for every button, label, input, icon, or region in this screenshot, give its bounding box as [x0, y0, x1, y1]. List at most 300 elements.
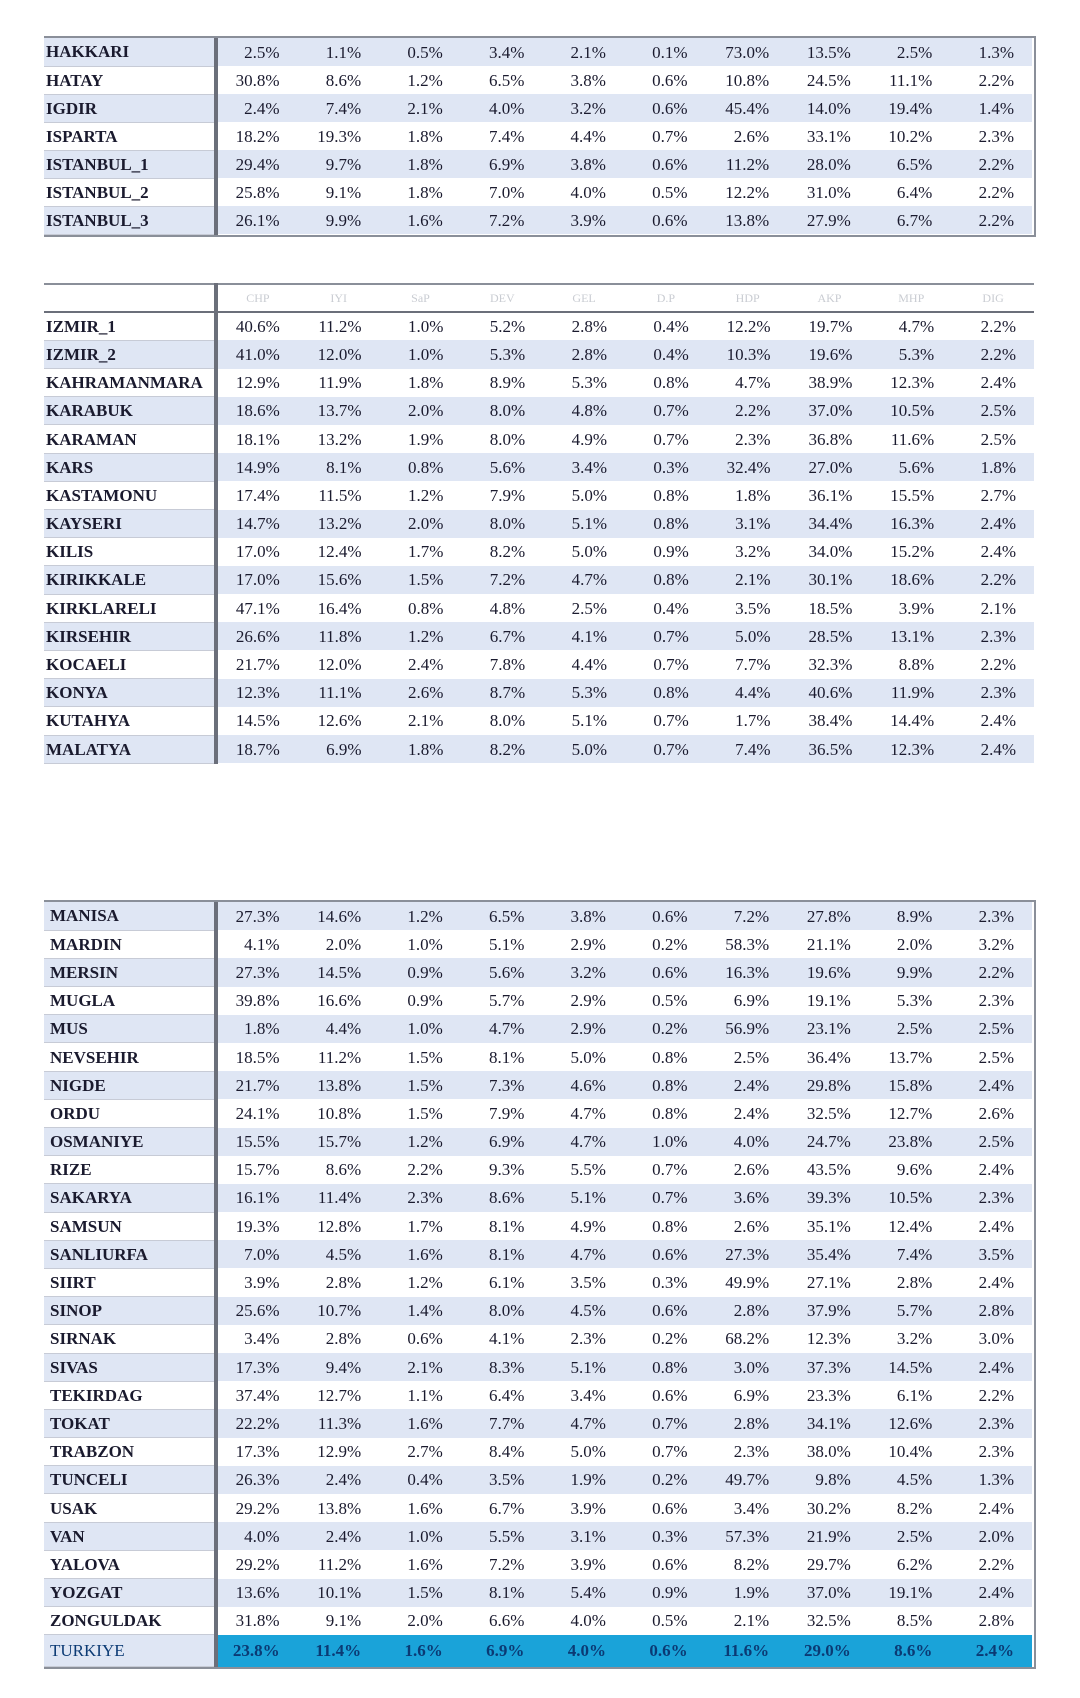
cell-dp: 0.3%	[624, 1522, 706, 1550]
table-row	[44, 1297, 1032, 1325]
cell-sap: 1.5%	[379, 1071, 461, 1099]
cell-dev: 8.0%	[461, 510, 543, 538]
cell-dev: 6.7%	[461, 622, 543, 650]
province-name: SIIRT	[44, 1268, 216, 1296]
cell-iyi: 12.7%	[298, 1381, 380, 1409]
table-row	[44, 1494, 1032, 1522]
cell-akp: 43.5%	[787, 1156, 869, 1184]
cell-chp: 17.3%	[216, 1353, 298, 1381]
cell-dev: 5.6%	[461, 453, 543, 481]
cell-dig: 2.2%	[950, 206, 1032, 234]
cell-akp: 36.5%	[789, 735, 871, 763]
cell-iyi: 4.5%	[298, 1240, 380, 1268]
province-name: MANISA	[44, 902, 216, 930]
cell-sap: 2.2%	[379, 1156, 461, 1184]
cell-hdp: 2.3%	[707, 425, 789, 453]
cell-mhp: 15.5%	[870, 481, 952, 509]
column-header-blank	[44, 284, 216, 312]
cell-dp: 0.6%	[624, 1297, 706, 1325]
cell-dev: 8.0%	[461, 397, 543, 425]
cell-chp: 17.4%	[216, 481, 298, 509]
cell-sap: 0.8%	[380, 453, 462, 481]
cell-dev: 7.8%	[461, 650, 543, 678]
cell-chp: 29.4%	[216, 150, 298, 178]
cell-mhp: 9.9%	[869, 958, 951, 986]
cell-gel: 3.5%	[542, 1268, 624, 1296]
cell-dp: 0.5%	[624, 987, 706, 1015]
cell-gel: 5.0%	[542, 1043, 624, 1071]
table-row	[44, 340, 1034, 368]
cell-gel: 3.2%	[542, 94, 624, 122]
province-name: ZONGULDAK	[44, 1607, 216, 1635]
cell-sap: 2.1%	[379, 1353, 461, 1381]
column-header: HDP	[707, 284, 789, 312]
cell-mhp: 8.2%	[869, 1494, 951, 1522]
cell-dig: 2.2%	[950, 178, 1032, 206]
cell-akp: 36.4%	[787, 1043, 869, 1071]
cell-hdp: 3.2%	[707, 538, 789, 566]
table-row	[44, 594, 1034, 622]
cell-sap: 1.8%	[379, 178, 461, 206]
cell-iyi: 13.8%	[298, 1071, 380, 1099]
cell-dp: 0.3%	[624, 1268, 706, 1296]
cell-dp: 0.7%	[625, 622, 707, 650]
cell-akp: 38.4%	[789, 707, 871, 735]
cell-gel: 3.1%	[542, 1522, 624, 1550]
cell-gel: 5.0%	[543, 481, 625, 509]
cell-dev: 5.6%	[461, 958, 543, 986]
province-name: MUS	[44, 1015, 216, 1043]
cell-chp: 3.4%	[216, 1325, 298, 1353]
cell-sap: 1.8%	[380, 735, 462, 763]
cell-iyi: 2.4%	[298, 1466, 380, 1494]
province-name: KASTAMONU	[44, 481, 216, 509]
cell-hdp: 2.4%	[706, 1099, 788, 1127]
cell-dp: 0.3%	[625, 453, 707, 481]
cell-chp: 19.3%	[216, 1212, 298, 1240]
cell-iyi: 11.2%	[298, 1550, 380, 1578]
table-row	[44, 66, 1032, 94]
cell-iyi: 12.0%	[298, 340, 380, 368]
cell-chp: 27.3%	[216, 958, 298, 986]
cell-chp: 41.0%	[216, 340, 298, 368]
cell-hdp: 68.2%	[706, 1325, 788, 1353]
cell-chp: 30.8%	[216, 66, 298, 94]
province-name: KILIS	[44, 538, 216, 566]
cell-gel: 2.8%	[543, 340, 625, 368]
cell-mhp: 19.1%	[869, 1579, 951, 1607]
cell-dp: 0.8%	[625, 679, 707, 707]
total-row	[44, 1635, 1032, 1667]
province-name: MUGLA	[44, 987, 216, 1015]
province-name: SIRNAK	[44, 1325, 216, 1353]
cell-gel: 3.9%	[542, 206, 624, 234]
province-name: KIRSEHIR	[44, 622, 216, 650]
cell-sap: 2.1%	[380, 707, 462, 735]
cell-dig: 2.3%	[952, 622, 1034, 650]
table-row	[44, 707, 1034, 735]
cell-hdp: 2.6%	[706, 1212, 788, 1240]
cell-gel: 3.8%	[542, 902, 624, 930]
cell-gel: 2.9%	[542, 1015, 624, 1043]
cell-dev: 8.9%	[461, 369, 543, 397]
cell-gel: 4.1%	[543, 622, 625, 650]
cell-hdp: 7.7%	[707, 650, 789, 678]
cell-mhp: 9.6%	[869, 1156, 951, 1184]
cell-iyi: 10.7%	[298, 1297, 380, 1325]
cell-gel: 2.9%	[542, 987, 624, 1015]
cell-akp: 19.1%	[787, 987, 869, 1015]
cell-akp: 27.9%	[787, 206, 869, 234]
cell-chp: 17.0%	[216, 566, 298, 594]
cell-mhp: 3.9%	[870, 594, 952, 622]
cell-gel: 4.8%	[543, 397, 625, 425]
cell-akp: 29.8%	[787, 1071, 869, 1099]
cell-iyi: 12.8%	[298, 1212, 380, 1240]
cell-chp: 29.2%	[216, 1494, 298, 1522]
cell-iyi: 14.6%	[298, 902, 380, 930]
cell-mhp: 14.4%	[870, 707, 952, 735]
cell-chp: 17.0%	[216, 538, 298, 566]
cell-hdp: 11.6%	[706, 1635, 788, 1667]
cell-dig: 2.2%	[950, 1381, 1032, 1409]
cell-sap: 0.4%	[379, 1466, 461, 1494]
cell-iyi: 4.4%	[298, 1015, 380, 1043]
cell-akp: 18.5%	[789, 594, 871, 622]
cell-mhp: 6.1%	[869, 1381, 951, 1409]
cell-sap: 2.3%	[379, 1184, 461, 1212]
cell-gel: 4.4%	[543, 650, 625, 678]
table-row	[44, 538, 1034, 566]
cell-mhp: 8.5%	[869, 1607, 951, 1635]
cell-sap: 1.5%	[380, 566, 462, 594]
cell-akp: 23.1%	[787, 1015, 869, 1043]
cell-gel: 5.1%	[543, 707, 625, 735]
cell-hdp: 3.1%	[707, 510, 789, 538]
cell-hdp: 3.6%	[706, 1184, 788, 1212]
cell-dig: 2.5%	[952, 425, 1034, 453]
cell-dev: 6.5%	[461, 66, 543, 94]
cell-chp: 13.6%	[216, 1579, 298, 1607]
cell-gel: 5.0%	[542, 1438, 624, 1466]
cell-dev: 5.7%	[461, 987, 543, 1015]
cell-mhp: 6.4%	[869, 178, 951, 206]
cell-dig: 2.4%	[950, 1353, 1032, 1381]
cell-mhp: 6.7%	[869, 206, 951, 234]
cell-dig: 1.8%	[952, 453, 1034, 481]
cell-dp: 0.8%	[624, 1099, 706, 1127]
table-row	[44, 1156, 1032, 1184]
cell-dev: 8.2%	[461, 538, 543, 566]
cell-dev: 8.7%	[461, 679, 543, 707]
cell-dev: 4.7%	[461, 1015, 543, 1043]
cell-dp: 0.9%	[625, 538, 707, 566]
cell-akp: 29.7%	[787, 1550, 869, 1578]
cell-hdp: 10.8%	[706, 66, 788, 94]
table-row	[44, 735, 1034, 763]
cell-chp: 18.5%	[216, 1043, 298, 1071]
cell-akp: 39.3%	[787, 1184, 869, 1212]
cell-iyi: 11.4%	[298, 1635, 380, 1667]
cell-dp: 0.7%	[625, 707, 707, 735]
table-row	[44, 1409, 1032, 1437]
table-row	[44, 38, 1032, 66]
cell-iyi: 9.7%	[298, 150, 380, 178]
province-name: RIZE	[44, 1156, 216, 1184]
cell-chp: 15.5%	[216, 1128, 298, 1156]
cell-sap: 2.6%	[380, 679, 462, 707]
cell-sap: 1.5%	[379, 1579, 461, 1607]
cell-mhp: 12.3%	[870, 369, 952, 397]
cell-akp: 14.0%	[787, 94, 869, 122]
cell-iyi: 13.8%	[298, 1494, 380, 1522]
cell-iyi: 2.4%	[298, 1522, 380, 1550]
cell-mhp: 14.5%	[869, 1353, 951, 1381]
column-header: AKP	[789, 284, 871, 312]
cell-hdp: 2.3%	[706, 1438, 788, 1466]
cell-iyi: 12.0%	[298, 650, 380, 678]
cell-mhp: 12.3%	[870, 735, 952, 763]
province-name: TEKIRDAG	[44, 1381, 216, 1409]
cell-dev: 8.0%	[461, 425, 543, 453]
column-header-row	[44, 284, 1034, 312]
cell-mhp: 7.4%	[869, 1240, 951, 1268]
table-row	[44, 1438, 1032, 1466]
cell-dig: 1.3%	[950, 1466, 1032, 1494]
cell-dig: 3.0%	[950, 1325, 1032, 1353]
cell-akp: 37.0%	[789, 397, 871, 425]
cell-chp: 18.7%	[216, 735, 298, 763]
cell-iyi: 8.1%	[298, 453, 380, 481]
cell-sap: 0.9%	[379, 987, 461, 1015]
cell-sap: 1.8%	[379, 150, 461, 178]
cell-chp: 2.4%	[216, 94, 298, 122]
cell-dp: 0.8%	[624, 1212, 706, 1240]
cell-chp: 18.2%	[216, 122, 298, 150]
cell-mhp: 2.5%	[869, 1015, 951, 1043]
column-header: MHP	[870, 284, 952, 312]
cell-hdp: 8.2%	[706, 1550, 788, 1578]
table-row	[44, 1043, 1032, 1071]
table-row	[44, 94, 1032, 122]
cell-dev: 6.7%	[461, 1494, 543, 1522]
table-row	[44, 1240, 1032, 1268]
province-name: USAK	[44, 1494, 216, 1522]
cell-gel: 3.9%	[542, 1550, 624, 1578]
cell-dig: 2.4%	[950, 1156, 1032, 1184]
cell-hdp: 2.6%	[706, 1156, 788, 1184]
cell-dev: 4.0%	[461, 94, 543, 122]
cell-akp: 37.3%	[787, 1353, 869, 1381]
province-name: SAMSUN	[44, 1212, 216, 1240]
cell-sap: 1.2%	[379, 1268, 461, 1296]
cell-iyi: 16.6%	[298, 987, 380, 1015]
cell-hdp: 58.3%	[706, 930, 788, 958]
cell-chp: 29.2%	[216, 1550, 298, 1578]
cell-gel: 4.5%	[542, 1297, 624, 1325]
province-name: KOCAELI	[44, 650, 216, 678]
cell-sap: 1.0%	[380, 312, 462, 340]
cell-dp: 0.8%	[625, 566, 707, 594]
cell-chp: 3.9%	[216, 1268, 298, 1296]
cell-dp: 0.2%	[624, 1466, 706, 1494]
cell-chp: 26.1%	[216, 206, 298, 234]
cell-sap: 1.6%	[379, 1240, 461, 1268]
cell-sap: 1.2%	[379, 902, 461, 930]
province-name: ISPARTA	[44, 122, 216, 150]
cell-akp: 24.7%	[787, 1128, 869, 1156]
table-row	[44, 1607, 1032, 1635]
cell-mhp: 4.5%	[869, 1466, 951, 1494]
cell-dig: 2.3%	[950, 1184, 1032, 1212]
cell-dig: 2.4%	[952, 538, 1034, 566]
cell-dev: 8.0%	[461, 1297, 543, 1325]
cell-chp: 12.3%	[216, 679, 298, 707]
cell-iyi: 7.4%	[298, 94, 380, 122]
cell-akp: 12.3%	[787, 1325, 869, 1353]
cell-iyi: 13.2%	[298, 425, 380, 453]
cell-chp: 25.8%	[216, 178, 298, 206]
cell-mhp: 2.5%	[869, 1522, 951, 1550]
cell-dev: 4.8%	[461, 594, 543, 622]
cell-dig: 2.6%	[950, 1099, 1032, 1127]
cell-chp: 21.7%	[216, 1071, 298, 1099]
cell-chp: 14.9%	[216, 453, 298, 481]
cell-dev: 7.0%	[461, 178, 543, 206]
cell-hdp: 4.0%	[706, 1128, 788, 1156]
cell-akp: 34.0%	[789, 538, 871, 566]
cell-akp: 40.6%	[789, 679, 871, 707]
cell-sap: 0.6%	[379, 1325, 461, 1353]
cell-gel: 3.4%	[543, 453, 625, 481]
cell-akp: 32.5%	[787, 1607, 869, 1635]
cell-hdp: 13.8%	[706, 206, 788, 234]
cell-mhp: 5.3%	[869, 987, 951, 1015]
cell-mhp: 2.5%	[869, 38, 951, 66]
province-name: KAYSERI	[44, 510, 216, 538]
cell-dp: 0.8%	[624, 1353, 706, 1381]
cell-dev: 5.2%	[461, 312, 543, 340]
cell-akp: 29.0%	[787, 1635, 869, 1667]
cell-akp: 28.5%	[789, 622, 871, 650]
province-name: YALOVA	[44, 1550, 216, 1578]
cell-gel: 4.7%	[542, 1128, 624, 1156]
cell-dp: 0.6%	[624, 1635, 706, 1667]
province-name: KIRIKKALE	[44, 566, 216, 594]
cell-iyi: 2.0%	[298, 930, 380, 958]
table-row	[44, 1381, 1032, 1409]
cell-sap: 2.0%	[379, 1607, 461, 1635]
cell-dig: 3.2%	[950, 930, 1032, 958]
cell-sap: 1.0%	[379, 930, 461, 958]
cell-chp: 4.0%	[216, 1522, 298, 1550]
cell-gel: 4.9%	[543, 425, 625, 453]
cell-hdp: 27.3%	[706, 1240, 788, 1268]
cell-iyi: 9.4%	[298, 1353, 380, 1381]
cell-sap: 1.8%	[379, 122, 461, 150]
results-table-2	[44, 283, 1034, 764]
cell-mhp: 12.6%	[869, 1409, 951, 1437]
province-name: HAKKARI	[44, 38, 216, 66]
column-header: D.P	[625, 284, 707, 312]
cell-akp: 36.8%	[789, 425, 871, 453]
cell-sap: 1.2%	[379, 66, 461, 94]
cell-akp: 32.5%	[787, 1099, 869, 1127]
table-row	[44, 930, 1032, 958]
table-row	[44, 650, 1034, 678]
cell-dig: 2.2%	[950, 958, 1032, 986]
cell-iyi: 6.9%	[298, 735, 380, 763]
cell-dig: 2.3%	[950, 1438, 1032, 1466]
cell-akp: 32.3%	[789, 650, 871, 678]
cell-dp: 0.7%	[625, 425, 707, 453]
table-row	[44, 1268, 1032, 1296]
cell-akp: 35.1%	[787, 1212, 869, 1240]
cell-hdp: 1.7%	[707, 707, 789, 735]
cell-dev: 3.4%	[461, 38, 543, 66]
table-row	[44, 425, 1034, 453]
cell-dev: 8.4%	[461, 1438, 543, 1466]
cell-dp: 0.6%	[624, 1381, 706, 1409]
cell-gel: 5.3%	[543, 679, 625, 707]
cell-dig: 2.5%	[952, 397, 1034, 425]
cell-hdp: 2.1%	[707, 566, 789, 594]
cell-hdp: 49.7%	[706, 1466, 788, 1494]
cell-dp: 0.6%	[624, 1494, 706, 1522]
cell-dig: 2.4%	[952, 735, 1034, 763]
cell-dig: 2.8%	[950, 1297, 1032, 1325]
cell-dig: 2.3%	[950, 1409, 1032, 1437]
cell-sap: 2.4%	[380, 650, 462, 678]
cell-mhp: 5.6%	[870, 453, 952, 481]
province-name: IZMIR_2	[44, 340, 216, 368]
cell-dig: 2.4%	[950, 1268, 1032, 1296]
cell-dig: 2.5%	[950, 1128, 1032, 1156]
cell-hdp: 56.9%	[706, 1015, 788, 1043]
table-row	[44, 1184, 1032, 1212]
cell-hdp: 2.6%	[706, 122, 788, 150]
cell-akp: 35.4%	[787, 1240, 869, 1268]
cell-dig: 2.4%	[950, 1212, 1032, 1240]
cell-iyi: 10.8%	[298, 1099, 380, 1127]
cell-sap: 1.4%	[379, 1297, 461, 1325]
cell-iyi: 8.6%	[298, 66, 380, 94]
province-name: ISTANBUL_1	[44, 150, 216, 178]
cell-chp: 40.6%	[216, 312, 298, 340]
cell-sap: 1.7%	[379, 1212, 461, 1240]
cell-iyi: 12.6%	[298, 707, 380, 735]
table-row	[44, 453, 1034, 481]
cell-hdp: 1.8%	[707, 481, 789, 509]
cell-iyi: 11.8%	[298, 622, 380, 650]
cell-hdp: 32.4%	[707, 453, 789, 481]
cell-dev: 7.3%	[461, 1071, 543, 1099]
cell-mhp: 23.8%	[869, 1128, 951, 1156]
cell-dp: 0.1%	[624, 38, 706, 66]
table-row	[44, 1128, 1032, 1156]
province-name: HATAY	[44, 66, 216, 94]
cell-gel: 2.1%	[542, 38, 624, 66]
cell-dev: 4.1%	[461, 1325, 543, 1353]
column-header: SaP	[380, 284, 462, 312]
cell-chp: 27.3%	[216, 902, 298, 930]
cell-dev: 7.9%	[461, 1099, 543, 1127]
column-header: GEL	[543, 284, 625, 312]
cell-gel: 4.7%	[542, 1409, 624, 1437]
cell-mhp: 10.2%	[869, 122, 951, 150]
cell-gel: 1.9%	[542, 1466, 624, 1494]
cell-hdp: 45.4%	[706, 94, 788, 122]
